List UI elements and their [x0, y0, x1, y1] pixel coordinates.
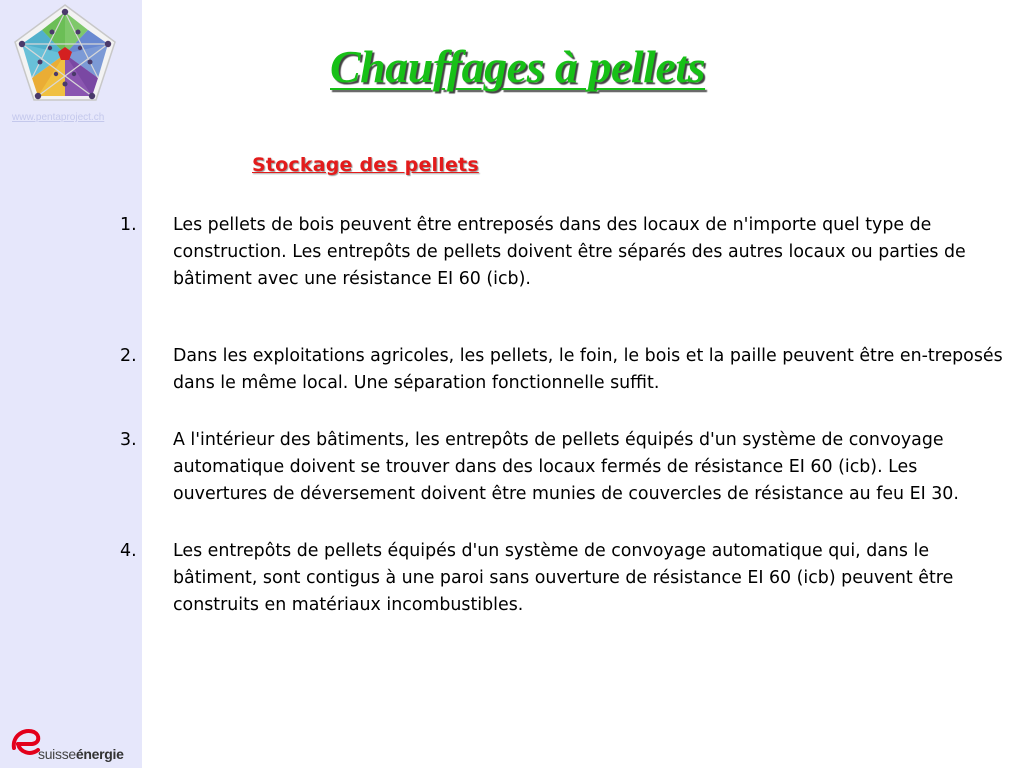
item-number: 3.: [120, 430, 137, 450]
website-link[interactable]: www.pentaproject.ch: [12, 112, 105, 123]
item-number: 4.: [120, 541, 137, 561]
item-text: A l'intérieur des bâtiments, les entrepôts de pellets équipés d'un système de convoyage automatique doivent se trouver dans des locaux fermés de résistance EI 60 (icb). Les ouvertures de déversement doivent être munies de couvercles de résistance au feu EI 30.: [173, 430, 959, 504]
brand-part-suisse: suisse: [38, 746, 76, 762]
item-text: Les entrepôts de pellets équipés d'un système de convoyage automatique qui, dans le bâtiment, sont contigus à une paroi sans ouverture de résistance EI 60 (icb) peuvent être construits en matériaux incombustibles.: [173, 541, 954, 615]
slide-subtitle: Stockage des pellets: [252, 154, 479, 176]
item-number: 1.: [120, 215, 137, 235]
list-item: [120, 427, 1015, 508]
item-number: 2.: [120, 346, 137, 366]
storage-rules-list: [120, 212, 1015, 619]
list-item: [120, 212, 1015, 293]
list-item: [120, 538, 1015, 619]
item-text: Dans les exploitations agricoles, les pellets, le foin, le bois et la paille peuvent être en-treposés dans le même local. Une séparation fonctionnelle suffit.: [173, 346, 1003, 393]
item-text: Les pellets de bois peuvent être entreposés dans des locaux de n'importe quel type de construction. Les entrepôts de pellets doivent être séparés des autres locaux ou parties de bâtiment avec une résistance EI 60 (icb).: [173, 215, 966, 289]
suisseenergie-logo: [10, 726, 140, 768]
list-item: [120, 343, 1015, 397]
brand-name: [38, 746, 124, 762]
slide-title: Chauffages à pellets: [330, 41, 706, 92]
brand-part-energie: énergie: [75, 746, 124, 762]
penta-logo-icon: [10, 2, 120, 106]
